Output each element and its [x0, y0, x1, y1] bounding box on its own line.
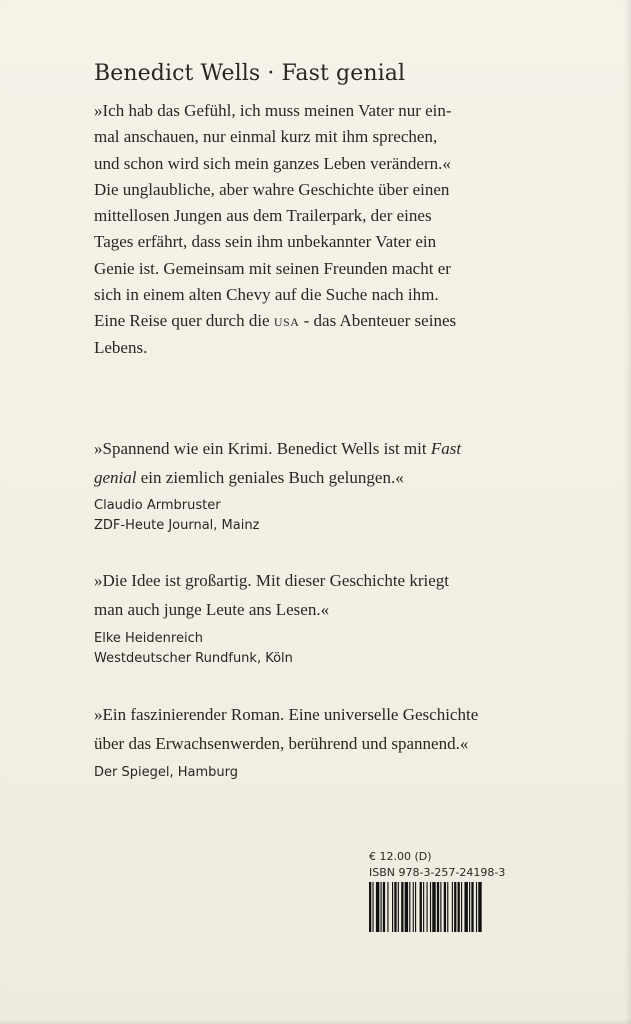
review-outlet: ZDF-Heute Journal, Mainz [94, 518, 260, 533]
review-outlet: Westdeutscher Rundfunk, Köln [94, 651, 293, 666]
blurb-line: Die unglaubliche, aber wahre Geschichte über einen [94, 179, 450, 199]
review-text: ein ziemlich geniales Buch gelungen.« [136, 468, 404, 487]
isbn-label: ISBN 978-3-257-24198-3 [369, 866, 506, 879]
blurb-line [94, 308, 544, 334]
review-quote-line [94, 434, 554, 463]
blurb-line: Lebens. [94, 337, 148, 357]
review-outlet: Der Spiegel, Hamburg [94, 765, 238, 780]
price-label: € 12.00 (D) [369, 850, 432, 863]
barcode-icon [369, 882, 519, 932]
review-quote-line: »Die Idee ist großartig. Mit dieser Geschichte kriegt [94, 571, 449, 590]
review-title-italic: genial [94, 468, 137, 487]
review-quote-line: man auch junge Leute ans Lesen.« [94, 600, 330, 619]
blurb-line: sich in einem alten Chevy auf die Suche nach ihm. [94, 285, 439, 305]
review-author: Elke Heidenreich [94, 631, 203, 646]
review-author: Claudio Armbruster [94, 498, 221, 513]
review-quote-line [94, 463, 554, 492]
blurb-line: Genie ist. Gemeinsam mit seinen Freunden macht er [94, 258, 451, 278]
blurb-text: - das Abenteuer seines [299, 311, 457, 331]
review-quote [94, 434, 554, 492]
blurb-line: Tages erfährt, dass sein ihm unbekannter Vater ein [94, 232, 437, 252]
author-title-heading: Benedict Wells · Fast genial [94, 61, 406, 86]
review-title-italic: Fast [430, 439, 462, 458]
blurb-text: Eine Reise quer durch die [94, 311, 274, 331]
blurb-line: und schon wird sich mein ganzes Leben verändern.« [94, 153, 451, 173]
review-quote-line: »Ein faszinierender Roman. Eine universelle Geschichte [94, 705, 479, 724]
blurb-usa-smallcaps: usa [273, 311, 300, 331]
review-quote [94, 700, 554, 758]
review-text: »Spannend wie ein Krimi. Benedict Wells ist mit [94, 439, 431, 458]
price-block [369, 849, 505, 881]
blurb-line: mal anschauen, nur einmal kurz mit ihm sprechen, [94, 127, 438, 147]
review-quote [94, 566, 554, 624]
blurb-line: »Ich hab das Gefühl, ich muss meinen Vater nur ein- [94, 101, 452, 120]
review-quote-line: über das Erwachsenwerden, berührend und spannend.« [94, 734, 469, 753]
book-blurb [94, 98, 544, 361]
blurb-line: mittellosen Jungen aus dem Trailerpark, der eines [94, 206, 432, 226]
